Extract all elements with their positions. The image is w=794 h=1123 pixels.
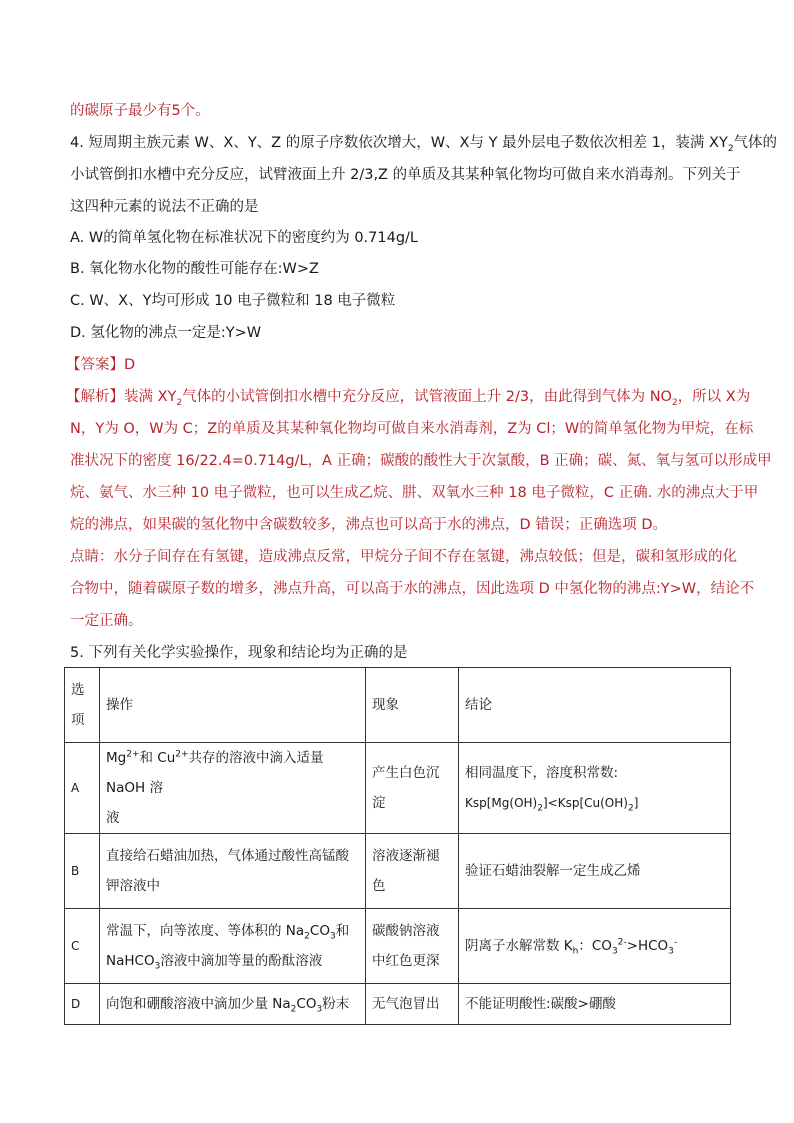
row-conclusion: 不能证明酸性:碳酸>硼酸 bbox=[459, 984, 731, 1025]
header-operation: 操作 bbox=[100, 668, 366, 743]
header-option-l2: 项 bbox=[71, 712, 85, 728]
op-sub: 3 bbox=[329, 931, 336, 942]
op-text: NaHCO bbox=[106, 953, 155, 969]
op-line-2: 钾溶液中 bbox=[106, 878, 160, 894]
con-text: >HCO bbox=[626, 938, 669, 954]
q4-stem-1a: 4. 短周期主族元素 W、X、Y、Z 的原子序数依次增大，W、X与 Y 最外层电子数依次相差 1，装满 XY bbox=[70, 135, 728, 151]
op-line-2: 液 bbox=[106, 810, 120, 826]
analysis-1a: 装满 XY bbox=[124, 389, 177, 405]
op-sup: 2+ bbox=[126, 749, 140, 760]
op-sub: 2 bbox=[290, 1004, 297, 1015]
q4-option-d: D. 氢化物的沸点一定是:Y>W bbox=[70, 325, 262, 341]
op-text: 和 bbox=[335, 923, 350, 939]
q4-stem-1-sub: 2 bbox=[727, 143, 734, 154]
ph-line-1: 碳酸钠溶液 bbox=[372, 923, 440, 939]
carry-over-end: 个。 bbox=[180, 103, 210, 119]
q4-analysis-line-5: 烷的沸点，如果碳的氢化物中含碳数较多，沸点也可以高于水的沸点，D 错误；正确选项 D。 bbox=[70, 517, 668, 533]
row-option: D bbox=[65, 984, 100, 1025]
op-line-2 bbox=[106, 946, 359, 976]
con-text: Ksp[Mg(OH) bbox=[465, 796, 538, 810]
q4-note-line-3: 一定正确。 bbox=[70, 613, 143, 629]
carry-over-text: 的碳原子最少有 bbox=[70, 103, 172, 119]
con-text: ：CO bbox=[578, 938, 612, 954]
row-operation bbox=[100, 984, 366, 1025]
con-sub: 2 bbox=[627, 803, 634, 814]
analysis-1-sub: 2 bbox=[176, 397, 183, 408]
answer-value: D bbox=[124, 357, 136, 373]
ph-line-1: 溶液逐渐褪 bbox=[372, 848, 440, 864]
op-line-1 bbox=[106, 916, 359, 946]
ph-line-2: 淀 bbox=[372, 795, 386, 811]
header-option-l1: 选 bbox=[71, 682, 85, 698]
q4-analysis-line-3: 准状况下的密度 16/22.4=0.714g/L，A 正确；碳酸的酸性大于次氯酸，B 正确；碳、氮、氧与氢可以形成甲 bbox=[70, 453, 772, 469]
op-text: 共存的溶液中滴入适量 NaOH 溶 bbox=[106, 750, 324, 796]
op-text: Mg bbox=[106, 750, 127, 766]
q4-note-line-1: 点睛：水分子间存在有氢键，造成沸点反常，甲烷分子间不存在氢键，沸点较低；但是，碳和氢形成的化 bbox=[70, 549, 737, 565]
table-row bbox=[65, 743, 731, 834]
ph-line-2: 中红色更深 bbox=[372, 953, 440, 969]
analysis-1c: ，所以 X为 bbox=[677, 389, 751, 405]
op-sup: 2+ bbox=[175, 749, 189, 760]
row-option: B bbox=[65, 834, 100, 909]
header-phenomenon: 现象 bbox=[366, 668, 459, 743]
q5-table bbox=[64, 667, 731, 1025]
table-row bbox=[65, 909, 731, 984]
q4-stem-line-3: 这四种元素的说法不正确的是 bbox=[70, 199, 259, 215]
row-phenomenon bbox=[366, 909, 459, 984]
row-operation bbox=[100, 743, 366, 834]
row-option: A bbox=[65, 743, 100, 834]
con-text: 阴离子水解常数 K bbox=[465, 938, 573, 954]
q4-answer bbox=[66, 355, 135, 375]
q4-analysis-line-2: N，Y为 O，W为 C；Z的单质及其某种氧化物均可做自来水消毒剂，Z为 Cl；W的简单氢化物为甲烷，在标 bbox=[70, 421, 754, 437]
con-text: ] bbox=[633, 796, 639, 810]
q4-analysis-line-1 bbox=[66, 387, 750, 407]
con-sup: 2- bbox=[617, 937, 627, 948]
con-line-1: 相同温度下，溶度积常数: bbox=[465, 765, 619, 781]
row-operation bbox=[100, 909, 366, 984]
op-text: 向饱和硼酸溶液中滴加少量 Na bbox=[106, 996, 291, 1012]
analysis-1b: 气体的小试管倒扣水槽中充分反应，试管液面上升 2/3，由此得到气体为 NO bbox=[182, 389, 672, 405]
q4-stem-line-2: 小试管倒扣水槽中充分反应，试臂液面上升 2/3,Z 的单质及其某种氧化物均可做自来水消毒剂。下列关于 bbox=[70, 167, 741, 183]
op-text: 常温下，向等浓度、等体积的 Na bbox=[106, 923, 305, 939]
q4-option-a: A. W的简单氢化物在标准状况下的密度约为 0.714g/L bbox=[70, 230, 419, 246]
q4-stem-1b: 气体的 bbox=[733, 135, 778, 151]
op-sub: 2 bbox=[304, 931, 310, 942]
op-text: 溶液中滴加等量的酚酞溶液 bbox=[160, 953, 323, 969]
row-phenomenon bbox=[366, 834, 459, 909]
op-sub: 3 bbox=[154, 961, 161, 972]
header-option bbox=[65, 668, 100, 743]
row-conclusion bbox=[459, 909, 731, 984]
row-phenomenon: 无气泡冒出 bbox=[366, 984, 459, 1025]
con-sub: h bbox=[572, 946, 579, 957]
q4-analysis-line-4: 烷、氨气、水三种 10 电子微粒，也可以生成乙烷、肼、双氧水三种 18 电子微粒，C 正确. 水的沸点大于甲 bbox=[70, 485, 759, 501]
analysis-1-sub2: 2 bbox=[671, 397, 678, 408]
table-row bbox=[65, 834, 731, 909]
op-text: 粉末 bbox=[322, 996, 350, 1012]
row-conclusion bbox=[459, 743, 731, 834]
con-text: ]<Ksp[Cu(OH) bbox=[542, 796, 628, 810]
q4-option-c: C. W、X、Y均可形成 10 电子微粒和 18 电子微粒 bbox=[70, 293, 396, 309]
analysis-label: 【解析】 bbox=[66, 389, 124, 405]
op-text: 和 Cu bbox=[139, 750, 176, 766]
ph-line-2: 色 bbox=[372, 878, 386, 894]
con-sub: 2 bbox=[537, 803, 543, 814]
con-sub: 3 bbox=[668, 946, 674, 957]
q4-option-b: B. 氧化物水化物的酸性可能存在:W>Z bbox=[70, 261, 319, 277]
con-sub: 3 bbox=[611, 946, 618, 957]
op-text: CO bbox=[296, 996, 317, 1012]
op-line-1 bbox=[106, 743, 359, 803]
row-conclusion: 验证石蜡油裂解一定生成乙烯 bbox=[459, 834, 731, 909]
header-conclusion: 结论 bbox=[459, 668, 731, 743]
con-line-2 bbox=[465, 788, 724, 818]
op-text: CO bbox=[309, 923, 330, 939]
carry-over-number: 5 bbox=[171, 103, 181, 119]
table-header-row bbox=[65, 668, 731, 743]
q5-stem: 5. 下列有关化学实验操作，现象和结论均为正确的是 bbox=[70, 645, 408, 661]
q4-stem-line-1 bbox=[70, 133, 777, 153]
op-line-1: 直接给石蜡油加热，气体通过酸性高锰酸 bbox=[106, 848, 349, 864]
answer-label: 【答案】 bbox=[66, 357, 124, 373]
carry-over-line bbox=[70, 101, 210, 121]
table-row bbox=[65, 984, 731, 1025]
row-phenomenon bbox=[366, 743, 459, 834]
ph-line-1: 产生白色沉 bbox=[372, 765, 440, 781]
q4-note-line-2: 合物中，随着碳原子数的增多，沸点升高，可以高于水的沸点，因此选项 D 中氢化物的沸点:Y>W，结论不 bbox=[70, 581, 755, 597]
row-operation bbox=[100, 834, 366, 909]
con-sup: - bbox=[673, 937, 678, 948]
op-sub: 3 bbox=[316, 1004, 323, 1015]
row-option: C bbox=[65, 909, 100, 984]
